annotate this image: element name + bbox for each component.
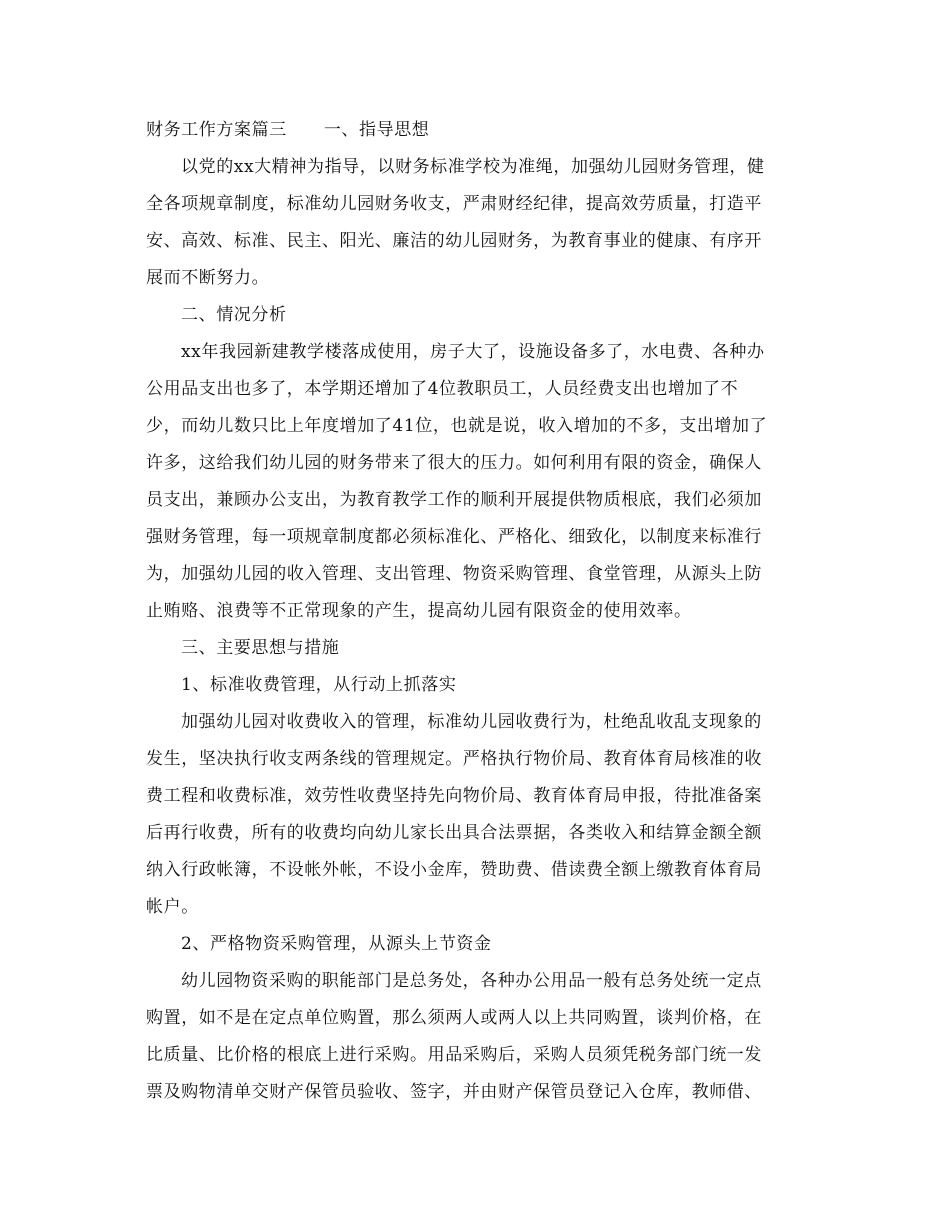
paragraph-line: 纳入行政帐簿，不设帐外帐，不设小金库，赞助费、借读费全额上缴教育体育局: [146, 860, 762, 880]
paragraph-line: 帐户。: [146, 897, 199, 917]
paragraph-line: 比质量、比价格的根底上进行采购。用品采购后，采购人员须凭税务部门统一发: [146, 1045, 762, 1065]
subheading-fee-management: 1、标准收费管理，从行动上抓落实: [181, 675, 457, 695]
paragraph-line: 安、高效、标准、民主、阳光、廉洁的幼儿园财务，为教育事业的健康、有序开: [146, 231, 762, 251]
paragraph-line: 强财务管理，每一项规章制度都必须标准化、严格化、细致化，以制度来标准行: [146, 527, 762, 547]
paragraph-line: 展而不断努力。: [146, 268, 270, 288]
document-body: [146, 116, 806, 1115]
heading-situation-analysis: 二、情况分析: [181, 305, 287, 325]
paragraph-line: xx年我园新建教学楼落成使用，房子大了，设施设备多了，水电费、各种办: [181, 342, 765, 362]
paragraph-line: 票及购物清单交财产保管员验收、签字，并由财产保管员登记入仓库，教师借、: [146, 1082, 762, 1102]
heading-main-ideas: 三、主要思想与措施: [181, 638, 340, 658]
paragraph-line: 以党的xx大精神为指导，以财务标准学校为准绳，加强幼儿园财务管理，健: [181, 157, 765, 177]
paragraph-line: 公用品支出也多了，本学期还增加了4位教职员工，人员经费支出也增加了不: [146, 379, 739, 399]
paragraph-line: 费工程和收费标准，效劳性收费坚持先向物价局、教育体育局申报，待批准备案: [146, 786, 762, 806]
paragraph-line: 全各项规章制度，标准幼儿园财务收支，严肃财经纪律，提高效劳质量，打造平: [146, 194, 762, 214]
heading-guiding-ideology: 一、指导思想: [323, 120, 430, 140]
paragraph-line: 购置，如不是在定点单位购置，那么须两人或两人以上共同购置，谈判价格，在: [146, 1008, 762, 1028]
paragraph-line: 止贿赂、浪费等不正常现象的产生，提高幼儿园有限资金的使用效率。: [146, 601, 692, 621]
subheading-procurement-management: 2、严格物资采购管理，从源头上节资金: [181, 934, 492, 954]
paragraph-line: 幼儿园物资采购的职能部门是总务处，各种办公用品一般有总务处统一定点: [181, 971, 762, 991]
paragraph-line: 许多，这给我们幼儿园的财务带来了很大的压力。如何利用有限的资金，确保人: [146, 453, 762, 473]
document-title: 财务工作方案篇三: [146, 120, 287, 140]
paragraph-line: 少，而幼儿数只比上年度增加了41位，也就是说，收入增加的不多，支出增加了: [146, 416, 768, 436]
paragraph-line: 发生，坚决执行收支两条线的管理规定。严格执行物价局、教育体育局核准的收: [146, 749, 762, 769]
paragraph-line: 后再行收费，所有的收费均向幼儿家长出具合法票据，各类收入和结算金额全额: [146, 823, 762, 843]
paragraph-line: 加强幼儿园对收费收入的管理，标准幼儿园收费行为，杜绝乱收乱支现象的: [181, 712, 762, 732]
document-header-line: [146, 116, 806, 153]
paragraph-line: 为，加强幼儿园的收入管理、支出管理、物资采购管理、食堂管理，从源头上防: [146, 564, 762, 584]
paragraph-line: 员支出，兼顾办公支出，为教育教学工作的顺利开展提供物质根底，我们必须加: [146, 490, 762, 510]
